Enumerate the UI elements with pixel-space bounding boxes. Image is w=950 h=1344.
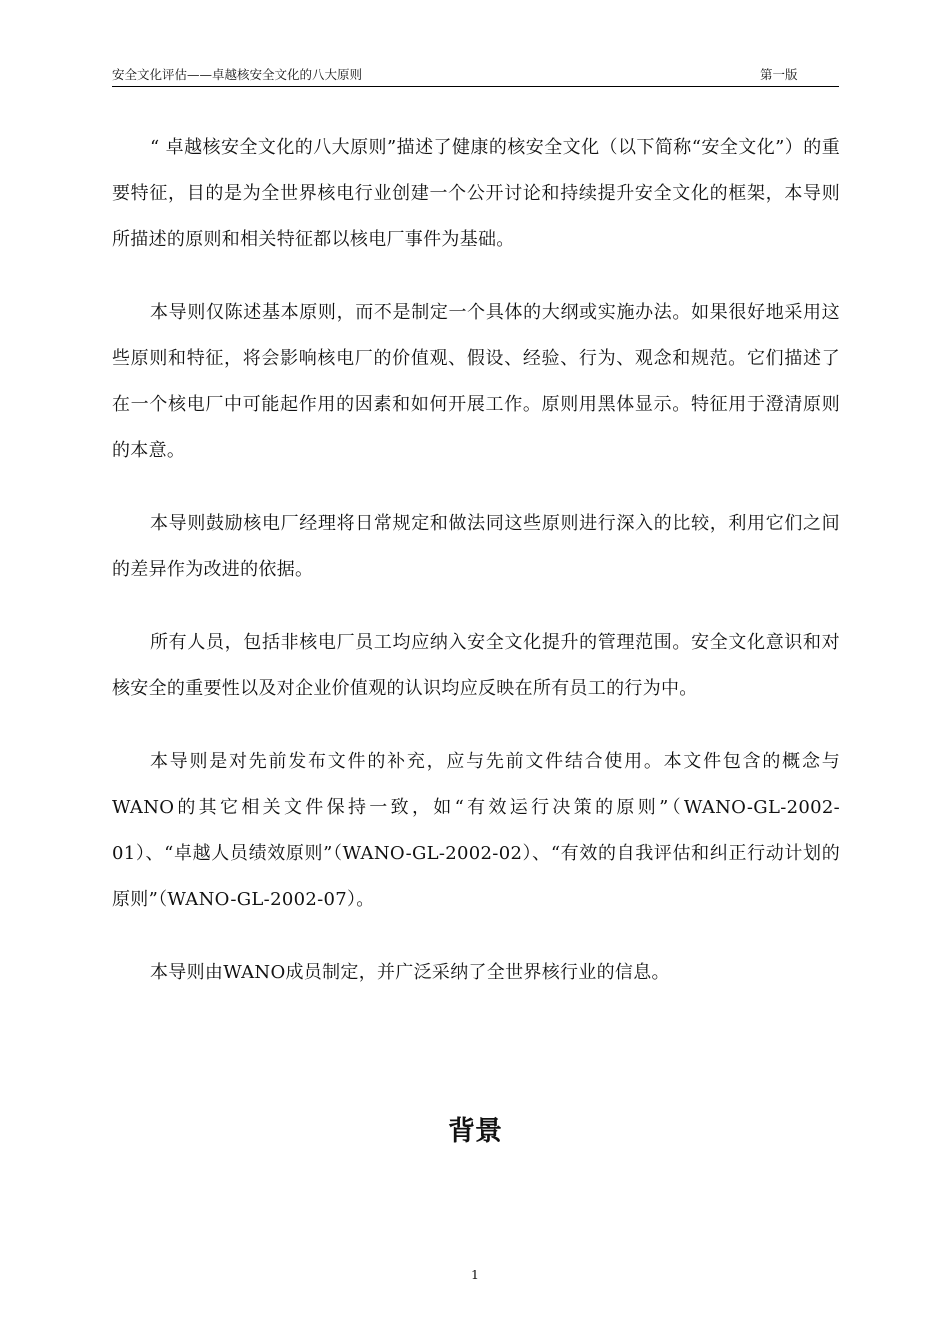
- paragraph-all-personnel: 所有人员，包括非核电厂员工均应纳入安全文化提升的管理范围。安全文化意识和对核安全的重要性以及对企业价值观的认识均应反映在所有员工的行为中。: [112, 632, 840, 699]
- paragraph-intro: “ 卓越核安全文化的八大原则”描述了健康的核安全文化（以下简称“安全文化”）的重要特征，目的是为全世界核电行业创建一个公开讨论和持续提升安全文化的框架，本导则所描述的原则和相关特征都以核电厂事件为基础。: [112, 137, 840, 250]
- page-header: [112, 66, 839, 87]
- paragraph-principles-scope: 本导则仅陈述基本原则，而不是制定一个具体的大纲或实施办法。如果很好地采用这些原则和特征，将会影响核电厂的价值观、假设、经验、行为、观念和规范。它们描述了在一个核电厂中可能起作用的因素和如何开展工作。原则用黑体显示。特征用于澄清原则的本意。: [112, 302, 840, 461]
- paragraph-related-documents: 本导则是对先前发布文件的补充，应与先前文件结合使用。本文件包含的概念与WANO的其它相关文件保持一致，如“有效运行决策的原则”（WANO-GL-2002-01）、“卓越人员绩效原则”（WANO-GL-2002-02）、“有效的自我评估和纠正行动计划的原则”（WANO-GL-2002-07）。: [112, 751, 840, 910]
- paragraph-wano-members: 本导则由WANO成员制定，并广泛采纳了全世界核行业的信息。: [150, 962, 670, 983]
- document-body: [112, 125, 840, 1023]
- paragraph-manager-comparison: 本导则鼓励核电厂经理将日常规定和做法同这些原则进行深入的比较，利用它们之间的差异作为改进的依据。: [112, 513, 840, 580]
- header-edition: 第一版: [760, 67, 798, 82]
- section-title-background: 背景: [448, 1116, 502, 1147]
- header-document-title: 安全文化评估——卓越核安全文化的八大原则: [112, 67, 363, 82]
- page-number: 1: [471, 1267, 479, 1282]
